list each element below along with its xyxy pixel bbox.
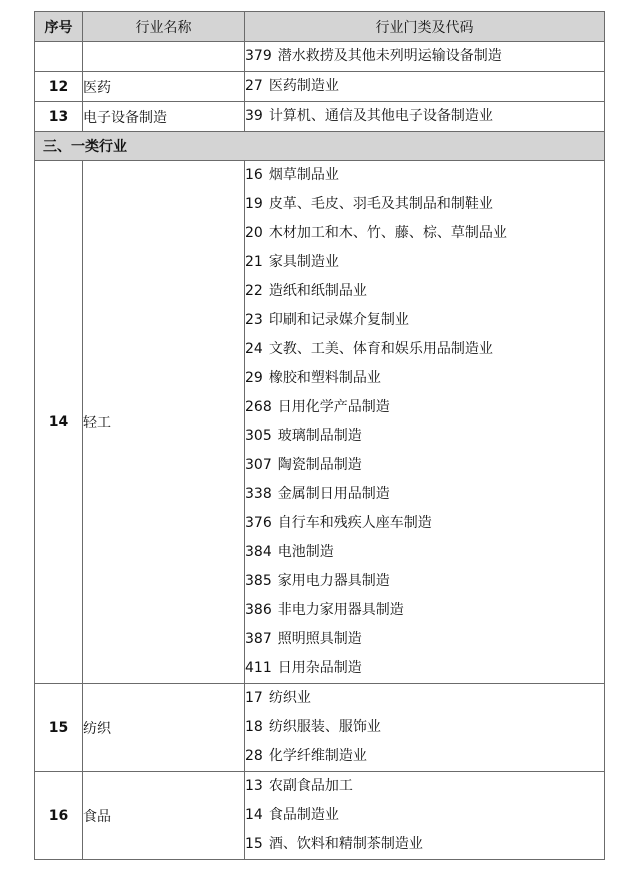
row-name: 轻工	[83, 161, 245, 684]
row-codes	[245, 42, 605, 72]
code-line	[245, 72, 604, 101]
industry-code: 379	[245, 48, 272, 64]
industry-code: 386	[245, 602, 272, 618]
industry-label: 文教、工美、体育和娱乐用品制造业	[268, 341, 493, 357]
industry-label: 非电力家用器具制造	[277, 602, 404, 618]
code-line	[245, 684, 604, 713]
code-line	[245, 801, 604, 830]
industry-code: 14	[245, 807, 263, 823]
code-line	[245, 713, 604, 742]
code-line	[245, 480, 604, 509]
industry-label: 医药制造业	[268, 78, 339, 94]
code-line	[245, 567, 604, 596]
code-line	[245, 654, 604, 683]
industry-code: 22	[245, 283, 263, 299]
code-line	[245, 190, 604, 219]
industry-code: 23	[245, 312, 263, 328]
industry-code: 268	[245, 399, 272, 415]
industry-code: 411	[245, 660, 272, 676]
row-index: 12	[35, 72, 83, 102]
industry-code: 307	[245, 457, 272, 473]
row-codes	[245, 72, 605, 102]
industry-code: 338	[245, 486, 272, 502]
industry-label: 食品制造业	[268, 807, 339, 823]
table-row	[35, 772, 605, 860]
industry-label: 烟草制品业	[268, 167, 339, 183]
industry-code: 387	[245, 631, 272, 647]
section-row	[35, 132, 605, 161]
row-index: 15	[35, 684, 83, 772]
row-codes	[245, 161, 605, 684]
industry-code: 305	[245, 428, 272, 444]
row-index: 16	[35, 772, 83, 860]
industry-label: 家具制造业	[268, 254, 339, 270]
row-name: 纺织	[83, 684, 245, 772]
industry-code: 15	[245, 836, 263, 852]
code-line	[245, 393, 604, 422]
header-industry-name: 行业名称	[83, 12, 245, 42]
industry-label: 家用电力器具制造	[277, 573, 390, 589]
industry-label: 自行车和残疾人座车制造	[277, 515, 432, 531]
code-line	[245, 42, 604, 71]
code-line	[245, 306, 604, 335]
industry-code: 21	[245, 254, 263, 270]
industry-label: 橡胶和塑料制品业	[268, 370, 381, 386]
table-row	[35, 42, 605, 72]
industry-label: 农副食品加工	[268, 778, 353, 794]
industry-label: 印刷和记录媒介复制业	[268, 312, 409, 328]
code-line	[245, 596, 604, 625]
code-line	[245, 277, 604, 306]
industry-label: 金属制日用品制造	[277, 486, 390, 502]
industry-code: 385	[245, 573, 272, 589]
row-index: 13	[35, 102, 83, 132]
industry-code: 376	[245, 515, 272, 531]
industry-code: 27	[245, 78, 263, 94]
header-index: 序号	[35, 12, 83, 42]
row-index: 14	[35, 161, 83, 684]
row-name: 电子设备制造	[83, 102, 245, 132]
industry-table	[34, 11, 605, 860]
industry-label: 皮革、毛皮、羽毛及其制品和制鞋业	[268, 196, 493, 212]
industry-label: 造纸和纸制品业	[268, 283, 367, 299]
industry-code: 18	[245, 719, 263, 735]
code-line	[245, 161, 604, 190]
industry-label: 纺织服装、服饰业	[268, 719, 381, 735]
table-header-row	[35, 12, 605, 42]
row-codes	[245, 684, 605, 772]
row-codes	[245, 102, 605, 132]
header-industry-codes: 行业门类及代码	[245, 12, 605, 42]
industry-label: 潜水救捞及其他未列明运输设备制造	[277, 48, 502, 64]
code-line	[245, 364, 604, 393]
row-name: 食品	[83, 772, 245, 860]
code-line	[245, 248, 604, 277]
industry-code: 19	[245, 196, 263, 212]
industry-label: 陶瓷制品制造	[277, 457, 362, 473]
industry-code: 20	[245, 225, 263, 241]
code-line	[245, 422, 604, 451]
code-line	[245, 772, 604, 801]
code-line	[245, 830, 604, 859]
industry-label: 玻璃制品制造	[277, 428, 362, 444]
industry-label: 日用化学产品制造	[277, 399, 390, 415]
row-name: 医药	[83, 72, 245, 102]
row-name	[83, 42, 245, 72]
code-line	[245, 742, 604, 771]
industry-label: 照明照具制造	[277, 631, 362, 647]
code-line	[245, 335, 604, 364]
code-line	[245, 451, 604, 480]
industry-code: 29	[245, 370, 263, 386]
row-index	[35, 42, 83, 72]
industry-code: 17	[245, 690, 263, 706]
industry-code: 39	[245, 108, 263, 124]
row-codes	[245, 772, 605, 860]
industry-label: 电池制造	[277, 544, 334, 560]
code-line	[245, 509, 604, 538]
industry-code: 384	[245, 544, 272, 560]
table-row	[35, 72, 605, 102]
section-title: 三、一类行业	[35, 132, 605, 161]
industry-code: 28	[245, 748, 263, 764]
industry-label: 计算机、通信及其他电子设备制造业	[268, 108, 493, 124]
table-row	[35, 161, 605, 684]
industry-code: 16	[245, 167, 263, 183]
industry-label: 酒、饮料和精制茶制造业	[268, 836, 423, 852]
code-line	[245, 625, 604, 654]
industry-code: 24	[245, 341, 263, 357]
code-line	[245, 219, 604, 248]
industry-label: 木材加工和木、竹、藤、棕、草制品业	[268, 225, 507, 241]
industry-label: 纺织业	[268, 690, 311, 706]
industry-label: 化学纤维制造业	[268, 748, 367, 764]
industry-label: 日用杂品制造	[277, 660, 362, 676]
table-row	[35, 684, 605, 772]
code-line	[245, 102, 604, 131]
industry-code: 13	[245, 778, 263, 794]
code-line	[245, 538, 604, 567]
table-row	[35, 102, 605, 132]
